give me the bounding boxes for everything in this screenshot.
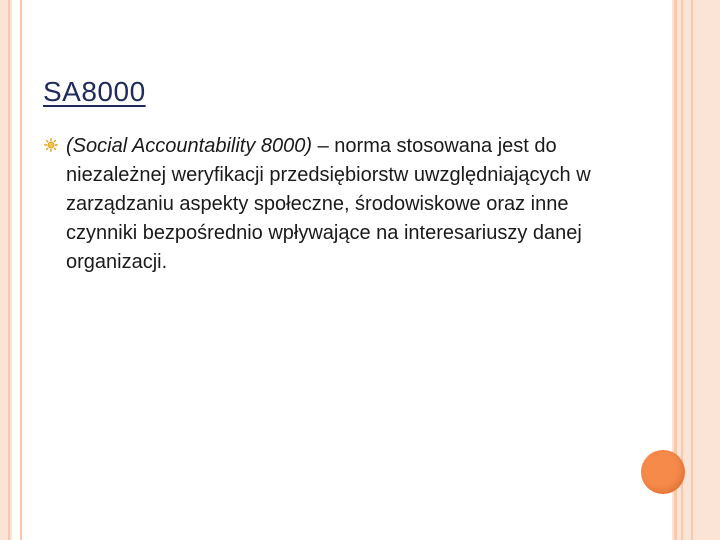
slide-title: SA8000	[43, 76, 146, 107]
bullet-body: – norma stosowana jest do niezależnej weryfikacji przedsiębiorstw uwzględniających w zarządzaniu aspekty społeczne, środowiskowe oraz inne czynniki bezpośrednio wpływające na interesariuszy danej organizacji.	[66, 135, 591, 273]
bullet-text	[66, 132, 624, 277]
sun-icon	[44, 138, 58, 152]
decorative-circle	[641, 450, 685, 494]
bullet-lead-italic: (Social Accountability 8000)	[66, 135, 313, 157]
right-border-line	[691, 0, 693, 540]
left-border-line	[8, 0, 10, 540]
right-border-band	[693, 0, 720, 540]
bullet-item	[44, 132, 624, 277]
left-inner-border-line	[20, 0, 22, 540]
